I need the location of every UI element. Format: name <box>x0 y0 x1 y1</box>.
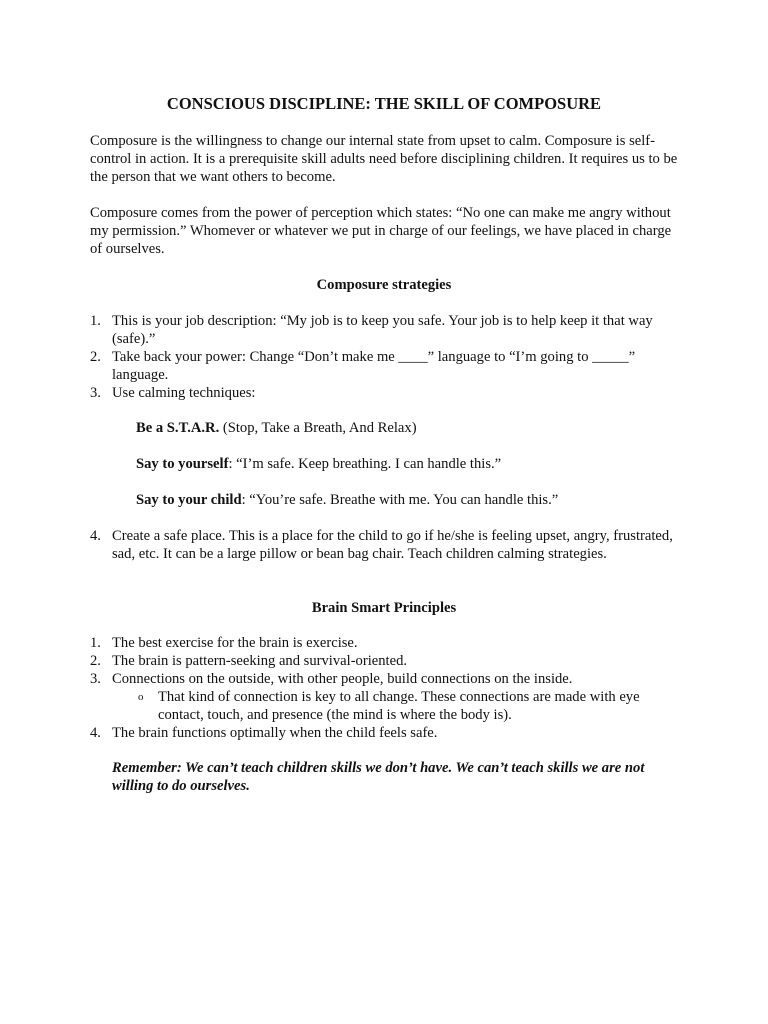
intro-paragraph-2 <box>90 204 682 258</box>
sub-bullet-item <box>90 688 682 724</box>
list-item <box>90 652 682 670</box>
strategies-heading: Composure strategies <box>316 277 452 293</box>
list-text: Connections on the outside, with other people, build connections on the inside. <box>112 671 573 687</box>
strategies-list <box>90 312 682 402</box>
list-number: 3. <box>90 671 101 687</box>
list-number: 2. <box>90 653 101 669</box>
list-item <box>90 348 682 384</box>
list-number: 2. <box>90 349 101 365</box>
list-text: Use calming techniques: <box>112 385 256 401</box>
intro-paragraph-1 <box>90 132 682 186</box>
calming-yourself <box>136 455 696 473</box>
sub-bullet-text: That kind of connection is key to all change. These connections are made with eye contact, touch, and presence (the mind is where the body is). <box>158 689 640 723</box>
list-item <box>90 634 682 652</box>
list-number: 3. <box>90 385 101 401</box>
bullet-icon: o <box>138 691 144 703</box>
list-item <box>90 724 682 742</box>
list-text: Create a safe place. This is a place for the child to go if he/she is feeling upset, angry, frustrated, sad, etc. It can be a large pillow or bean bag chair. Teach children calming strategies. <box>112 528 673 562</box>
calming-star <box>136 419 696 437</box>
list-number: 1. <box>90 635 101 651</box>
list-text: This is your job description: “My job is to keep you safe. Your job is to help keep it that way (safe).” <box>112 313 653 347</box>
strategy-4 <box>90 527 682 563</box>
calming-text: : “I’m safe. Keep breathing. I can handle this.” <box>228 456 502 472</box>
list-text: The brain is pattern-seeking and survival-oriented. <box>112 653 408 669</box>
calming-label: Be a S.T.A.R. <box>136 420 220 436</box>
page-title: CONSCIOUS DISCIPLINE: THE SKILL OF COMPOSURE <box>166 94 602 113</box>
list-text: The brain functions optimally when the child feels safe. <box>112 725 438 741</box>
list-text: Take back your power: Change “Don’t make me ____” language to “I’m going to _____” language. <box>112 349 636 383</box>
brain-list <box>90 634 682 742</box>
calming-text: (Stop, Take a Breath, And Relax) <box>219 420 417 436</box>
list-item <box>90 670 682 688</box>
list-item <box>90 312 682 348</box>
list-text: The best exercise for the brain is exercise. <box>112 635 358 651</box>
remember-text: Remember: We can’t teach children skills we don’t have. We can’t teach skills we are not willing to do ourselves. <box>112 760 645 794</box>
list-item <box>90 384 682 402</box>
list-number: 1. <box>90 313 101 329</box>
list-item <box>90 527 682 563</box>
list-number: 4. <box>90 725 101 741</box>
list-number: 4. <box>90 528 101 544</box>
calming-text: : “You’re safe. Breathe with me. You can handle this.” <box>241 492 559 508</box>
remember-note <box>112 759 688 795</box>
calming-label: Say to yourself <box>136 456 229 472</box>
calming-child <box>136 491 696 509</box>
calming-label: Say to your child <box>136 492 242 508</box>
brain-heading: Brain Smart Principles <box>311 600 457 616</box>
intro-text-1: Composure is the willingness to change our internal state from upset to calm. Composure is self-control in action. It is a prerequisite skill adults need before disciplining children. It requires us to be the person that we want others to become. <box>90 133 678 185</box>
intro-text-2: Composure comes from the power of perception which states: “No one can make me angry without my permission.” Whomever or whatever we put in charge of our feelings, we have placed in charge of ourselves. <box>90 205 672 257</box>
